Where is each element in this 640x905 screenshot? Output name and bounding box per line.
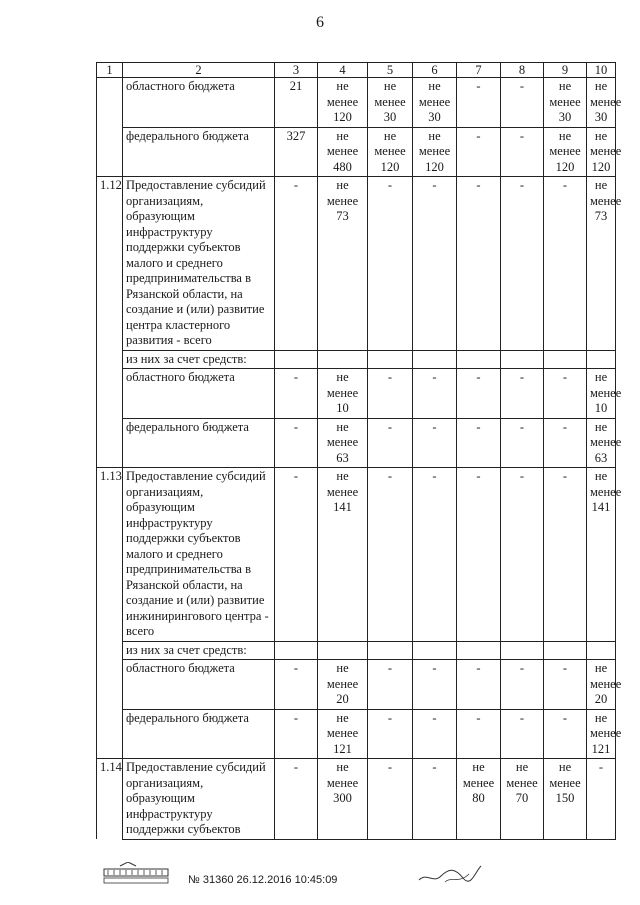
value-cell: не менее 120 bbox=[413, 127, 457, 177]
registration-number: № 31360 26.12.2016 10:45:09 bbox=[188, 874, 338, 886]
row-number bbox=[97, 418, 123, 468]
value-cell bbox=[544, 350, 587, 369]
value-cell: - bbox=[457, 660, 501, 710]
value-cell: - bbox=[501, 369, 544, 419]
value-cell: - bbox=[544, 709, 587, 759]
value-cell: не менее 73 bbox=[587, 177, 616, 351]
value-cell: не менее 30 bbox=[544, 78, 587, 128]
row-number bbox=[97, 641, 123, 660]
value-cell: - bbox=[457, 709, 501, 759]
value-cell: - bbox=[544, 468, 587, 642]
value-cell: - bbox=[275, 369, 318, 419]
value-cell: не менее 30 bbox=[587, 78, 616, 128]
value-cell: 327 bbox=[275, 127, 318, 177]
value-cell bbox=[544, 641, 587, 660]
signature-icon bbox=[415, 862, 485, 888]
value-cell bbox=[275, 350, 318, 369]
value-cell: - bbox=[275, 759, 318, 840]
table-row bbox=[97, 127, 616, 177]
value-cell: - bbox=[544, 177, 587, 351]
col-header: 9 bbox=[544, 63, 587, 78]
value-cell: - bbox=[275, 660, 318, 710]
row-name: федерального бюджета bbox=[123, 127, 275, 177]
value-cell: - bbox=[587, 759, 616, 840]
row-number: 1.13 bbox=[97, 468, 123, 642]
indicators-table bbox=[96, 62, 622, 840]
value-cell: не менее 80 bbox=[457, 759, 501, 840]
value-cell: не менее 480 bbox=[318, 127, 368, 177]
row-name: из них за счет средств: bbox=[123, 350, 275, 369]
value-cell bbox=[368, 641, 413, 660]
value-cell bbox=[587, 641, 616, 660]
table-row bbox=[97, 177, 616, 351]
value-cell: не менее 10 bbox=[587, 369, 616, 419]
value-cell: не менее 70 bbox=[501, 759, 544, 840]
value-cell bbox=[413, 350, 457, 369]
table-row bbox=[97, 418, 616, 468]
table-row bbox=[97, 759, 616, 840]
value-cell: не менее 30 bbox=[368, 78, 413, 128]
value-cell: - bbox=[501, 709, 544, 759]
value-cell bbox=[368, 350, 413, 369]
footer bbox=[100, 862, 620, 892]
value-cell: 21 bbox=[275, 78, 318, 128]
value-cell: - bbox=[413, 709, 457, 759]
row-name: областного бюджета bbox=[123, 78, 275, 128]
value-cell: не менее 120 bbox=[318, 78, 368, 128]
value-cell: не менее 120 bbox=[587, 127, 616, 177]
row-name: областного бюджета bbox=[123, 660, 275, 710]
value-cell: - bbox=[275, 418, 318, 468]
row-name: Предоставление субсидий организациям, образующим инфраструктуру поддержки субъектов малого и среднего предпринимательства в Рязанской области, на создание и (или) развитие инжинирингового центра - всего bbox=[123, 468, 275, 642]
value-cell: - bbox=[501, 468, 544, 642]
col-header: 3 bbox=[275, 63, 318, 78]
table-row bbox=[97, 369, 616, 419]
value-cell: - bbox=[544, 418, 587, 468]
value-cell: не менее 120 bbox=[544, 127, 587, 177]
value-cell: - bbox=[501, 660, 544, 710]
value-cell: - bbox=[368, 759, 413, 840]
value-cell: - bbox=[413, 369, 457, 419]
value-cell bbox=[501, 350, 544, 369]
value-cell bbox=[587, 350, 616, 369]
value-cell: - bbox=[501, 418, 544, 468]
col-header: 10 bbox=[587, 63, 616, 78]
value-cell: - bbox=[501, 177, 544, 351]
col-header: 7 bbox=[457, 63, 501, 78]
value-cell: не менее 63 bbox=[318, 418, 368, 468]
value-cell: не менее 121 bbox=[587, 709, 616, 759]
row-name: из них за счет средств: bbox=[123, 641, 275, 660]
value-cell: - bbox=[368, 418, 413, 468]
value-cell: - bbox=[413, 660, 457, 710]
value-cell: - bbox=[368, 709, 413, 759]
value-cell: не менее 10 bbox=[318, 369, 368, 419]
col-header: 6 bbox=[413, 63, 457, 78]
value-cell: не менее 20 bbox=[318, 660, 368, 710]
value-cell: - bbox=[275, 177, 318, 351]
row-name: областного бюджета bbox=[123, 369, 275, 419]
row-name: федерального бюджета bbox=[123, 418, 275, 468]
value-cell: - bbox=[368, 468, 413, 642]
value-cell: не менее 141 bbox=[587, 468, 616, 642]
row-number: 1.12 bbox=[97, 177, 123, 351]
value-cell bbox=[275, 641, 318, 660]
office-stamp-icon bbox=[100, 862, 180, 888]
value-cell: - bbox=[368, 369, 413, 419]
value-cell: не менее 63 bbox=[587, 418, 616, 468]
col-header: 1 bbox=[97, 63, 123, 78]
value-cell: не менее 120 bbox=[368, 127, 413, 177]
value-cell: - bbox=[457, 177, 501, 351]
value-cell: - bbox=[275, 709, 318, 759]
value-cell: не менее 141 bbox=[318, 468, 368, 642]
table-row bbox=[97, 468, 616, 642]
value-cell: не менее 73 bbox=[318, 177, 368, 351]
value-cell: - bbox=[413, 177, 457, 351]
value-cell: не менее 20 bbox=[587, 660, 616, 710]
value-cell: - bbox=[544, 660, 587, 710]
row-number bbox=[97, 78, 123, 128]
value-cell: не менее 121 bbox=[318, 709, 368, 759]
value-cell bbox=[318, 641, 368, 660]
value-cell: - bbox=[368, 660, 413, 710]
table-row bbox=[97, 660, 616, 710]
value-cell: - bbox=[544, 369, 587, 419]
value-cell bbox=[457, 350, 501, 369]
row-number bbox=[97, 369, 123, 419]
row-name: Предоставление субсидий организациям, образующим инфраструктуру поддержки субъектов малого и среднего предпринимательства в Рязанской области, на создание и (или) развитие центра кластерного развития - всего bbox=[123, 177, 275, 351]
table-row bbox=[97, 709, 616, 759]
col-header: 2 bbox=[123, 63, 275, 78]
col-header: 5 bbox=[368, 63, 413, 78]
col-header: 8 bbox=[501, 63, 544, 78]
page-number: 6 bbox=[316, 14, 324, 31]
value-cell: не менее 30 bbox=[413, 78, 457, 128]
value-cell: - bbox=[413, 418, 457, 468]
value-cell: не менее 300 bbox=[318, 759, 368, 840]
value-cell: - bbox=[457, 369, 501, 419]
row-number bbox=[97, 660, 123, 710]
value-cell bbox=[413, 641, 457, 660]
table-row bbox=[97, 78, 616, 128]
value-cell: - bbox=[368, 177, 413, 351]
row-number bbox=[97, 127, 123, 177]
table-row bbox=[97, 641, 616, 660]
row-number: 1.14 bbox=[97, 759, 123, 840]
value-cell: - bbox=[275, 468, 318, 642]
row-name: Предоставление субсидий организациям, образующим инфраструктуру поддержки субъектов bbox=[123, 759, 275, 840]
value-cell: - bbox=[457, 78, 501, 128]
table-row bbox=[97, 350, 616, 369]
value-cell: - bbox=[501, 78, 544, 128]
row-number bbox=[97, 350, 123, 369]
value-cell bbox=[501, 641, 544, 660]
col-header: 4 bbox=[318, 63, 368, 78]
value-cell: - bbox=[457, 418, 501, 468]
row-name: федерального бюджета bbox=[123, 709, 275, 759]
value-cell: - bbox=[413, 759, 457, 840]
value-cell: - bbox=[413, 468, 457, 642]
value-cell: - bbox=[457, 127, 501, 177]
table-header-row bbox=[97, 63, 616, 78]
value-cell: не менее 150 bbox=[544, 759, 587, 840]
value-cell bbox=[457, 641, 501, 660]
value-cell: - bbox=[501, 127, 544, 177]
row-number bbox=[97, 709, 123, 759]
value-cell bbox=[318, 350, 368, 369]
value-cell: - bbox=[457, 468, 501, 642]
